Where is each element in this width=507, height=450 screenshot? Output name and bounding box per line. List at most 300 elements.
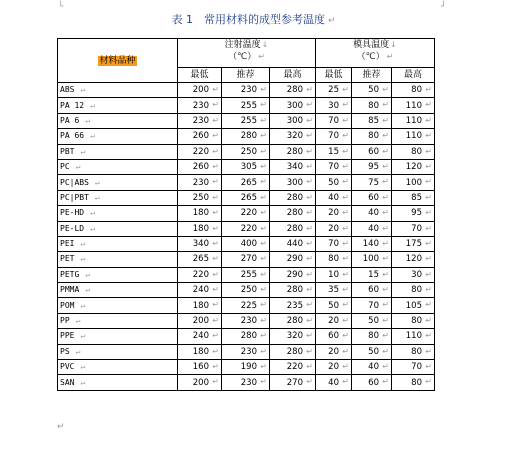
cell-end-mark: ↵ — [306, 100, 313, 110]
table-row — [58, 329, 435, 344]
subheader-mold-min: 最低 — [316, 68, 352, 83]
paragraph-mark: ↵ — [94, 177, 100, 187]
cell-value: 220 — [192, 269, 209, 280]
cell-end-mark: ↵ — [306, 377, 313, 387]
material-name-cell — [58, 113, 178, 128]
cell-injection-max — [270, 360, 316, 375]
cell-end-mark: ↵ — [212, 269, 219, 279]
cell-mold-recommended — [352, 206, 392, 221]
cell-injection-recommended — [222, 236, 270, 251]
cell-value: 265 — [240, 177, 257, 188]
cell-mold-recommended — [352, 113, 392, 128]
cell-end-mark: ↵ — [342, 146, 349, 156]
paragraph-mark: ↵ — [90, 223, 95, 233]
cell-value: 70 — [328, 239, 339, 250]
cell-mold-max — [392, 175, 435, 190]
cell-end-mark: ↵ — [342, 238, 349, 248]
cell-injection-max — [270, 267, 316, 282]
cell-mold-recommended — [352, 236, 392, 251]
cell-value: 260 — [192, 162, 209, 173]
cell-value: 290 — [286, 254, 303, 265]
cell-value: 280 — [286, 285, 303, 296]
cell-injection-recommended — [222, 144, 270, 159]
cell-value: 280 — [240, 131, 257, 142]
cell-end-mark: ↵ — [425, 192, 432, 202]
cell-end-mark: ↵ — [342, 346, 349, 356]
cell-end-mark: ↵ — [212, 362, 219, 372]
cell-injection-max — [270, 129, 316, 144]
cell-value: 80 — [411, 285, 422, 296]
cell-mold-max — [392, 190, 435, 205]
table-row — [58, 313, 435, 328]
cell-end-mark: ↵ — [260, 161, 267, 171]
cell-injection-min — [178, 175, 222, 190]
cell-value: 190 — [240, 362, 257, 373]
cell-injection-max — [270, 83, 316, 98]
cell-mold-max — [392, 375, 435, 390]
cell-injection-min — [178, 113, 222, 128]
cell-value: 265 — [192, 254, 209, 265]
cell-injection-recommended — [222, 267, 270, 282]
cell-end-mark: ↵ — [306, 85, 313, 94]
cell-end-mark: ↵ — [342, 300, 349, 310]
cell-mold-recommended — [352, 159, 392, 174]
cell-injection-recommended — [222, 298, 270, 313]
cell-mold-recommended — [352, 298, 392, 313]
cell-injection-min — [178, 206, 222, 221]
cell-end-mark: ↵ — [212, 161, 219, 171]
cell-end-mark: ↵ — [425, 269, 432, 279]
cell-value: 255 — [240, 269, 257, 280]
cell-end-mark: ↵ — [342, 177, 349, 187]
material-name: PE-HD — [60, 208, 85, 218]
cell-injection-max — [270, 98, 316, 113]
cell-end-mark: ↵ — [306, 146, 313, 156]
cell-value: 30 — [328, 100, 339, 111]
cell-value: 230 — [192, 100, 209, 111]
molding-temperature-table — [57, 38, 435, 391]
cell-injection-min — [178, 344, 222, 359]
cell-mold-max — [392, 313, 435, 328]
table-header-row — [58, 39, 435, 68]
cell-end-mark: ↵ — [382, 208, 389, 218]
cell-value: 340 — [286, 162, 303, 173]
paragraph-mark: ↵ — [80, 239, 86, 249]
material-name-cell — [58, 190, 178, 205]
cell-mold-min — [316, 344, 352, 359]
paragraph-mark: ↵ — [90, 100, 95, 110]
cell-value: 230 — [192, 177, 209, 188]
cell-value: 200 — [192, 377, 209, 388]
cell-end-mark: ↵ — [306, 362, 313, 372]
cell-end-mark: ↵ — [382, 315, 389, 325]
cell-end-mark: ↵ — [342, 377, 349, 387]
cell-injection-recommended — [222, 129, 270, 144]
cell-injection-recommended — [222, 159, 270, 174]
cell-value: 175 — [405, 239, 422, 250]
cell-mold-recommended — [352, 144, 392, 159]
cell-value: 40 — [328, 192, 339, 203]
mold-temp-header-cell — [316, 39, 435, 68]
cell-mold-max — [392, 98, 435, 113]
cell-end-mark: ↵ — [306, 115, 313, 125]
cell-mold-recommended — [352, 329, 392, 344]
cell-value: 95 — [411, 208, 422, 219]
cell-value: 100 — [362, 254, 379, 265]
cell-end-mark: ↵ — [260, 269, 267, 279]
cell-value: 340 — [192, 239, 209, 250]
document-title — [0, 11, 507, 27]
cell-mold-min — [316, 313, 352, 328]
cell-end-mark: ↵ — [425, 331, 432, 341]
material-header: 材料品种 — [99, 55, 136, 66]
material-name-cell — [58, 375, 178, 390]
cell-injection-recommended — [222, 344, 270, 359]
cell-value: 280 — [286, 223, 303, 234]
cell-end-mark: ↵ — [425, 177, 432, 187]
cell-mold-min — [316, 159, 352, 174]
cell-end-mark: ↵ — [342, 131, 349, 141]
cell-end-mark: ↵ — [425, 131, 432, 141]
cell-value: 50 — [328, 177, 339, 188]
cell-mold-recommended — [352, 252, 392, 267]
cell-end-mark: ↵ — [260, 362, 267, 372]
material-name: PC|PBT — [60, 192, 89, 202]
cell-value: 200 — [192, 85, 209, 96]
cell-end-mark: ↵ — [425, 362, 432, 372]
table-row — [58, 221, 435, 236]
cell-value: 80 — [368, 100, 379, 111]
cell-mold-recommended — [352, 83, 392, 98]
cell-injection-min — [178, 129, 222, 144]
cell-injection-min — [178, 159, 222, 174]
cell-value: 230 — [240, 316, 257, 327]
cell-mold-max — [392, 298, 435, 313]
cell-injection-min — [178, 329, 222, 344]
cell-mold-max — [392, 206, 435, 221]
cell-end-mark: ↵ — [342, 362, 349, 372]
page-corner-mark-left: └ — [58, 2, 64, 12]
cell-injection-max — [270, 206, 316, 221]
cell-value: 100 — [405, 177, 422, 188]
cell-mold-max — [392, 344, 435, 359]
cell-injection-max — [270, 113, 316, 128]
material-name-cell — [58, 206, 178, 221]
cell-value: 300 — [286, 100, 303, 111]
cell-end-mark: ↵ — [260, 377, 267, 387]
cell-injection-min — [178, 298, 222, 313]
cell-value: 25 — [328, 85, 339, 96]
cell-end-mark: ↵ — [425, 300, 432, 310]
mold-temp-unit: （℃） ↵ — [356, 52, 394, 62]
table-row — [58, 83, 435, 98]
cell-value: 40 — [368, 208, 379, 219]
cell-end-mark: ↵ — [382, 100, 389, 110]
paragraph-mark: ↵ — [80, 331, 86, 341]
injection-temp-unit: （℃） ↵ — [228, 52, 265, 62]
cell-end-mark: ↵ — [425, 146, 432, 156]
cell-injection-recommended — [222, 175, 270, 190]
cell-end-mark: ↵ — [382, 146, 389, 156]
cell-mold-min — [316, 360, 352, 375]
cell-injection-min — [178, 190, 222, 205]
material-name-cell — [58, 98, 178, 113]
material-name-cell — [58, 329, 178, 344]
cell-value: 40 — [328, 377, 339, 388]
cell-end-mark: ↵ — [306, 285, 313, 295]
cell-mold-max — [392, 129, 435, 144]
cell-value: 110 — [405, 115, 422, 126]
document-title-text: 表 1 常用材料的成型参考温度 — [171, 13, 325, 26]
material-name-cell — [58, 129, 178, 144]
material-name-cell — [58, 252, 178, 267]
cell-injection-recommended — [222, 313, 270, 328]
cell-value: 20 — [328, 316, 339, 327]
cell-mold-recommended — [352, 129, 392, 144]
table-row — [58, 206, 435, 221]
cell-mold-min — [316, 144, 352, 159]
cell-end-mark: ↵ — [382, 177, 389, 187]
cell-mold-max — [392, 144, 435, 159]
cell-injection-max — [270, 221, 316, 236]
cell-injection-recommended — [222, 375, 270, 390]
cell-value: 35 — [328, 285, 339, 296]
cell-value: 255 — [240, 115, 257, 126]
paragraph-mark: ↵ — [90, 208, 95, 218]
cell-end-mark: ↵ — [382, 346, 389, 356]
cell-end-mark: ↵ — [306, 346, 313, 356]
table-row — [58, 344, 435, 359]
page-corner-mark-right: ┘ — [441, 2, 447, 12]
cell-end-mark: ↵ — [212, 223, 219, 233]
cell-end-mark: ↵ — [212, 346, 219, 356]
cell-mold-max — [392, 159, 435, 174]
cell-value: 40 — [368, 223, 379, 234]
cell-end-mark: ↵ — [306, 238, 313, 248]
cell-value: 80 — [328, 254, 339, 265]
cell-end-mark: ↵ — [342, 285, 349, 295]
table-row — [58, 159, 435, 174]
cell-injection-max — [270, 344, 316, 359]
material-name: PETG — [60, 269, 80, 279]
cell-end-mark: ↵ — [212, 192, 219, 202]
cell-value: 230 — [240, 85, 257, 96]
cell-value: 290 — [286, 269, 303, 280]
cell-value: 220 — [192, 146, 209, 157]
cell-value: 400 — [240, 239, 257, 250]
cell-end-mark: ↵ — [212, 315, 219, 325]
table-row — [58, 298, 435, 313]
cell-value: 280 — [240, 331, 257, 342]
cell-value: 80 — [411, 346, 422, 357]
cell-value: 320 — [286, 331, 303, 342]
cell-end-mark: ↵ — [306, 161, 313, 171]
cell-end-mark: ↵ — [342, 269, 349, 279]
cell-value: 280 — [286, 146, 303, 157]
cell-mold-recommended — [352, 375, 392, 390]
paragraph-mark: ↵ — [85, 285, 91, 295]
cell-mold-min — [316, 113, 352, 128]
material-name-cell — [58, 344, 178, 359]
cell-end-mark: ↵ — [382, 269, 389, 279]
cell-value: 300 — [286, 177, 303, 188]
cell-injection-max — [270, 313, 316, 328]
cell-value: 320 — [286, 131, 303, 142]
table-body — [58, 83, 435, 391]
cell-value: 220 — [240, 223, 257, 234]
cell-value: 50 — [368, 316, 379, 327]
cell-injection-recommended — [222, 329, 270, 344]
cell-mold-min — [316, 298, 352, 313]
cell-mold-min — [316, 175, 352, 190]
cell-end-mark: ↵ — [382, 131, 389, 141]
cell-end-mark: ↵ — [382, 223, 389, 233]
paragraph-mark: ↵ — [85, 115, 91, 125]
cell-value: 305 — [240, 162, 257, 173]
injection-temp-header-cell — [178, 39, 316, 68]
cell-mold-recommended — [352, 267, 392, 282]
cell-end-mark: ↵ — [342, 223, 349, 233]
cell-injection-min — [178, 360, 222, 375]
paragraph-mark: ↵ — [80, 300, 86, 310]
material-name: PBT — [60, 146, 75, 156]
cell-mold-max — [392, 267, 435, 282]
cell-value: 265 — [240, 192, 257, 203]
cell-end-mark: ↵ — [260, 223, 267, 233]
cell-mold-min — [316, 221, 352, 236]
cell-value: 60 — [368, 192, 379, 203]
table-row — [58, 190, 435, 205]
material-name: PA 12 — [60, 100, 85, 110]
cell-value: 280 — [286, 346, 303, 357]
cell-end-mark: ↵ — [342, 85, 349, 94]
paragraph-mark: ↵ — [80, 362, 86, 372]
cell-injection-min — [178, 144, 222, 159]
cell-injection-min — [178, 221, 222, 236]
cell-value: 225 — [240, 300, 257, 311]
cell-value: 120 — [405, 162, 422, 173]
cell-mold-min — [316, 252, 352, 267]
material-name-cell — [58, 298, 178, 313]
table-row — [58, 113, 435, 128]
cell-value: 30 — [411, 269, 422, 280]
cell-end-mark: ↵ — [382, 331, 389, 341]
cell-injection-max — [270, 175, 316, 190]
table-row — [58, 129, 435, 144]
cell-end-mark: ↵ — [342, 100, 349, 110]
cell-end-mark: ↵ — [212, 208, 219, 218]
cell-end-mark: ↵ — [425, 285, 432, 295]
cell-end-mark: ↵ — [212, 254, 219, 264]
cell-value: 80 — [411, 377, 422, 388]
cell-value: 180 — [192, 223, 209, 234]
cell-mold-recommended — [352, 283, 392, 298]
cell-value: 60 — [328, 331, 339, 342]
paragraph-mark: ↵ — [90, 131, 95, 141]
cell-injection-min — [178, 252, 222, 267]
cell-value: 440 — [286, 239, 303, 250]
paragraph-mark: ↵ — [80, 146, 86, 156]
cell-end-mark: ↵ — [425, 377, 432, 387]
cell-value: 255 — [240, 100, 257, 111]
cell-end-mark: ↵ — [306, 177, 313, 187]
cell-end-mark: ↵ — [260, 177, 267, 187]
material-name-cell — [58, 144, 178, 159]
material-name: PA 66 — [60, 131, 85, 141]
cell-value: 280 — [286, 316, 303, 327]
cell-end-mark: ↵ — [212, 85, 219, 94]
cell-value: 20 — [328, 362, 339, 373]
table-row — [58, 267, 435, 282]
cell-end-mark: ↵ — [212, 177, 219, 187]
subheader-mold-recommended: 推荐 — [352, 68, 392, 83]
cell-injection-max — [270, 283, 316, 298]
cell-value: 230 — [240, 346, 257, 357]
cell-mold-recommended — [352, 344, 392, 359]
cell-value: 85 — [411, 192, 422, 203]
cell-end-mark: ↵ — [260, 100, 267, 110]
material-name-cell — [58, 175, 178, 190]
cell-value: 60 — [368, 146, 379, 157]
cell-end-mark: ↵ — [306, 254, 313, 264]
cell-injection-recommended — [222, 98, 270, 113]
material-name: PA 6 — [60, 115, 80, 125]
cell-injection-recommended — [222, 206, 270, 221]
material-name-cell — [58, 221, 178, 236]
cell-value: 110 — [405, 131, 422, 142]
material-name-cell — [58, 236, 178, 251]
cell-mold-min — [316, 236, 352, 251]
cell-value: 80 — [411, 85, 422, 96]
cell-mold-max — [392, 83, 435, 98]
cell-injection-recommended — [222, 360, 270, 375]
subheader-injection-min: 最低 — [178, 68, 222, 83]
cell-value: 70 — [411, 362, 422, 373]
cell-end-mark: ↵ — [382, 362, 389, 372]
cell-value: 70 — [328, 131, 339, 142]
cell-injection-recommended — [222, 190, 270, 205]
cell-mold-recommended — [352, 98, 392, 113]
cell-mold-min — [316, 190, 352, 205]
cell-value: 80 — [368, 131, 379, 142]
cell-end-mark: ↵ — [342, 208, 349, 218]
table-row — [58, 144, 435, 159]
cell-end-mark: ↵ — [306, 315, 313, 325]
cell-end-mark: ↵ — [260, 85, 267, 94]
cell-value: 70 — [411, 223, 422, 234]
cell-injection-recommended — [222, 113, 270, 128]
cell-end-mark: ↵ — [306, 131, 313, 141]
paragraph-mark: ↵ — [75, 316, 81, 326]
subheader-injection-max: 最高 — [270, 68, 316, 83]
cell-value: 105 — [405, 300, 422, 311]
cell-value: 300 — [286, 115, 303, 126]
table-row — [58, 175, 435, 190]
cell-injection-max — [270, 159, 316, 174]
cell-injection-min — [178, 98, 222, 113]
cell-value: 230 — [192, 115, 209, 126]
cell-end-mark: ↵ — [306, 223, 313, 233]
cell-end-mark: ↵ — [342, 115, 349, 125]
cell-value: 70 — [368, 300, 379, 311]
material-name-cell — [58, 159, 178, 174]
cell-mold-recommended — [352, 360, 392, 375]
cell-value: 220 — [286, 362, 303, 373]
cell-mold-max — [392, 329, 435, 344]
cell-end-mark: ↵ — [260, 331, 267, 341]
cell-end-mark: ↵ — [425, 100, 432, 110]
cell-value: 280 — [286, 85, 303, 96]
